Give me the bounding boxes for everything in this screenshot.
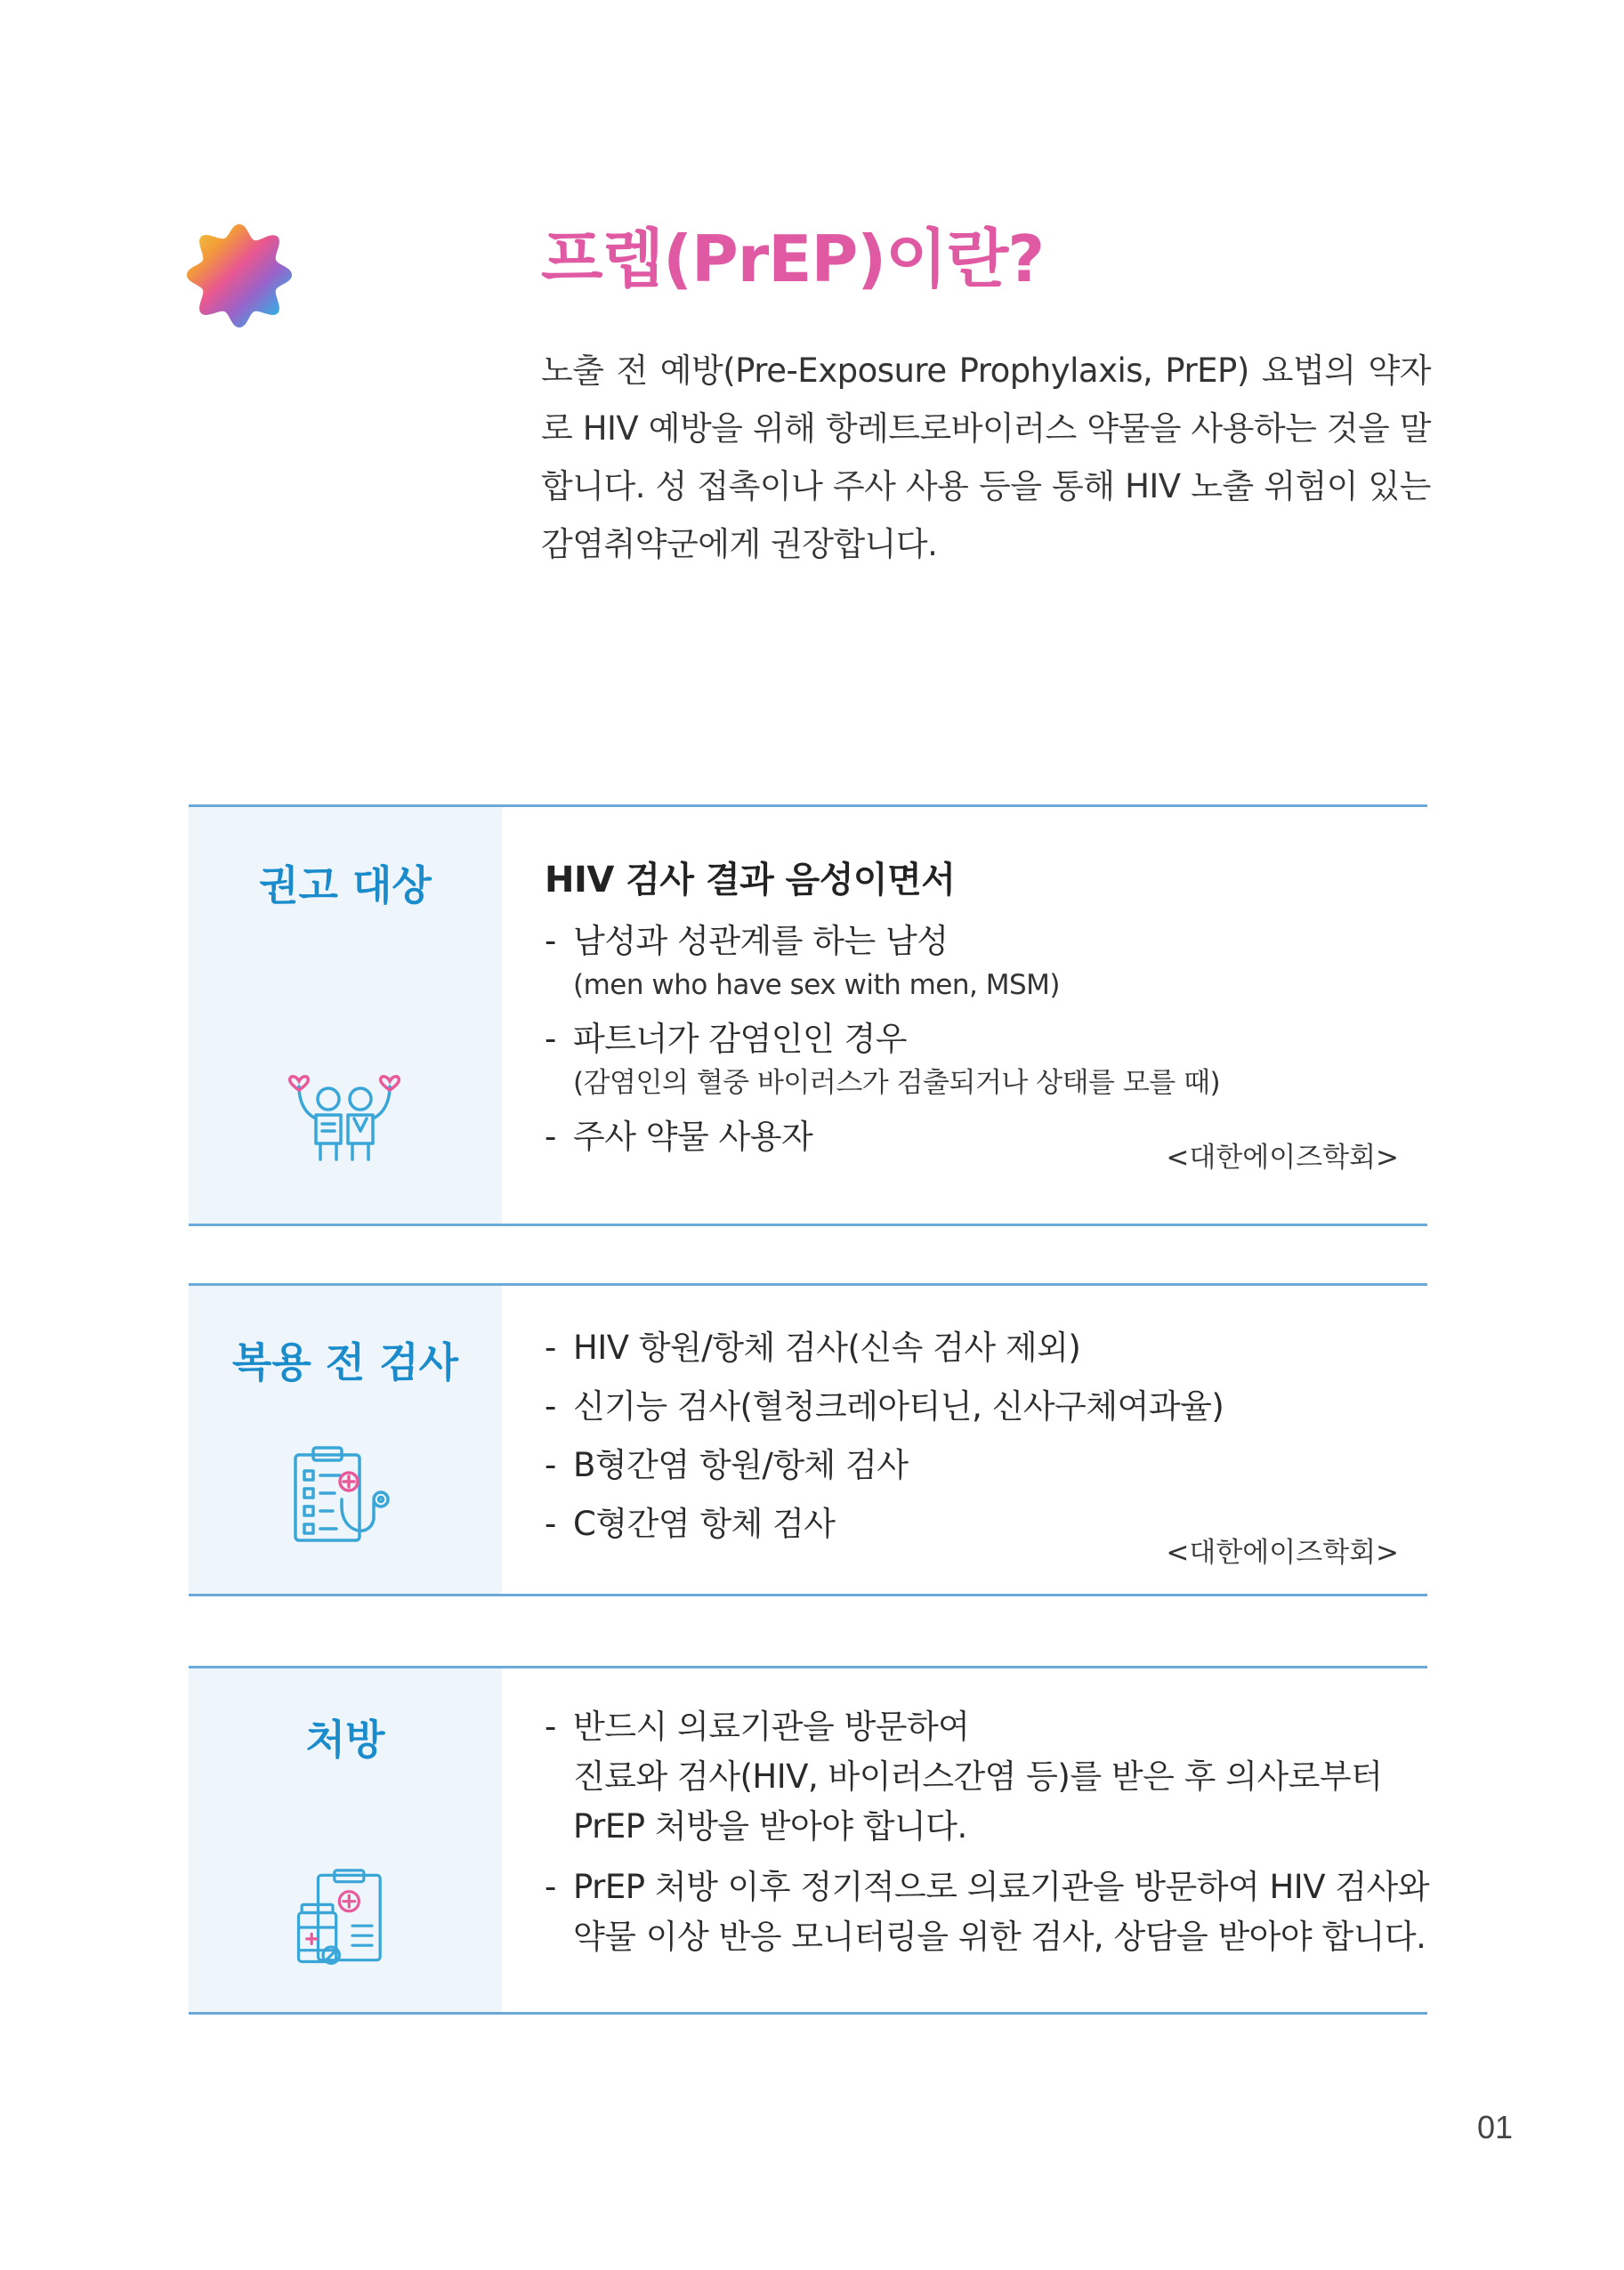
list-item — [545, 915, 1410, 968]
list-item — [545, 1013, 1410, 1066]
medicine-prescription-icon — [294, 1866, 392, 1969]
list-item-text: B형간염 항원/항체 검사 — [573, 1446, 909, 1484]
list-item — [545, 1862, 1430, 1962]
list-dash: - — [545, 1387, 556, 1426]
couple-hearts-icon — [287, 1065, 402, 1163]
clipboard-stethoscope-icon — [288, 1444, 395, 1551]
section-heading: 복용 전 검사 — [231, 1338, 459, 1386]
list-item-line: 반드시 의료기관을 방문하여 — [573, 1708, 970, 1746]
list-item-note: (감염인의 혈중 바이러스가 검출되거나 상태를 모를 때) — [573, 1067, 1221, 1099]
page-number: 01 — [1477, 2109, 1514, 2145]
source-citation: <대한에이즈학회> — [1166, 1142, 1399, 1174]
section-recommended — [189, 804, 1427, 1226]
list-dash: - — [545, 922, 556, 960]
list-item-line: 진료와 검사(HIV, 바이러스간염 등)를 받은 후 의사로부터 — [573, 1757, 1383, 1796]
list-dash: - — [545, 1329, 556, 1367]
list-dash: - — [545, 1868, 556, 1906]
list-dash: - — [545, 1708, 556, 1746]
list-item-text: 신기능 검사(혈청크레아티닌, 신사구체여과율) — [573, 1387, 1224, 1426]
section-prescription — [189, 1666, 1430, 2015]
list-item-text: 파트너가 감염인인 경우 — [573, 1020, 907, 1058]
list-item-text: HIV 항원/항체 검사(신속 검사 제외) — [573, 1329, 1081, 1367]
list-dash: - — [545, 1118, 556, 1156]
list-item-text: C형간염 항체 검사 — [573, 1505, 836, 1543]
section-heading: 권고 대상 — [259, 861, 432, 909]
list-item — [545, 1702, 1410, 1852]
list-dash: - — [545, 1505, 556, 1543]
list-item-line: PrEP 처방을 받아야 합니다. — [573, 1807, 967, 1846]
section-content — [545, 1702, 1430, 1962]
rainbow-flower-icon — [185, 221, 294, 329]
intro-paragraph: 노출 전 예방(Pre-Exposure Prophylaxis, PrEP) 요법의 약자로 HIV 예방을 위해 항레트로바이러스 약물을 사용하는 것을 말합니다. 성 접촉이나 주사 사용 등을 통해 HIV 노출 위험이 있는 감염취약군에게 권장합니다. — [541, 351, 1431, 563]
section-lead: HIV 검사 결과 음성이면서 — [545, 860, 956, 901]
section-content — [545, 852, 1410, 1164]
list-item — [545, 1323, 1410, 1373]
list-dash: - — [545, 1020, 556, 1058]
section-pretest — [189, 1283, 1427, 1596]
section-heading: 처방 — [305, 1716, 385, 1764]
page-title: 프렙(PrEP)이란? — [541, 222, 1045, 296]
list-item-line: 약물 이상 반응 모니터링을 위한 검사, 상담을 받아야 합니다. — [573, 1918, 1426, 1956]
list-item-note: (men who have sex with men, MSM) — [573, 969, 1060, 1001]
list-item-text: 주사 약물 사용자 — [573, 1118, 813, 1156]
list-item-text: 남성과 성관계를 하는 남성 — [573, 922, 949, 960]
list-item-line: PrEP 처방 이후 정기적으로 의료기관을 방문하여 HIV 검사와 — [573, 1868, 1430, 1906]
list-item — [545, 1441, 1410, 1490]
section-content — [545, 1323, 1410, 1549]
source-citation: <대한에이즈학회> — [1166, 1537, 1399, 1569]
list-item — [545, 1382, 1410, 1432]
list-dash: - — [545, 1446, 556, 1484]
